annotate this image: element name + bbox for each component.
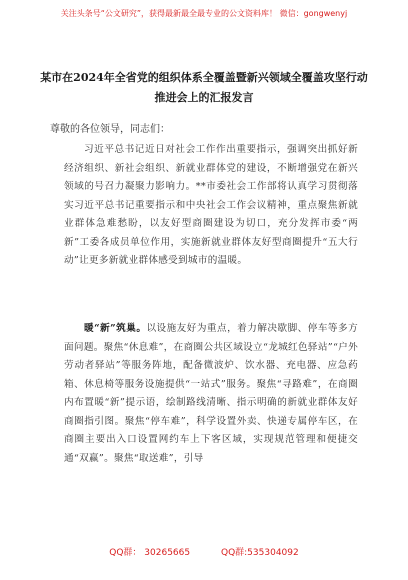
document-title: 某市在2024年全省党的组织体系全覆盖暨新兴领域全覆盖攻坚行动推进会上的汇报发言 [40, 71, 368, 104]
greeting: 尊敬的各位领导，同志们： [50, 124, 170, 135]
paragraph-2-lead: 暖“新”筑巢。 [84, 323, 147, 334]
header-banner: 关注头条号“公文研究”，获得最新最全最专业的公文资料库！ 微信：gongwenyj [60, 9, 348, 18]
paragraph-1: 习近平总书记近日对社会工作作出重要指示，强调突出抓好新经济组织、新社会组织、新就业群体党的建设，不断增强党在新兴领域的号召力凝聚力影响力。**市委社会工作部将认真学习贯彻落实习近平总书记重要指示和中央社会工作会议精神，重点聚焦新就业群体急难愁盼，以友好型商圈建设为切口，充分发挥市委“两新”工委各成员单位作用，实施新就业群体友好型商圈提升“五大行动”让更多新就业群体感受到城市的温暖。 [64, 144, 358, 266]
footer-qq-2: QQ群:535304092 [220, 548, 299, 558]
footer [0, 545, 408, 558]
paragraph-2 [64, 320, 358, 468]
footer-qq-1: QQ群： 30265665 [109, 548, 191, 558]
paragraph-2-body: 以设施友好为重点，着力解决歇脚、停车等多方面问题。聚焦“休息难”，在商圈公共区域设立“龙城红色驿站”“户外劳动者驿站”等服务阵地，配备微波炉、饮水器、充电器、应急药箱、休息椅等服务设施提供“一站式”服务。聚焦“寻路难”，在商圈内布置暖“新”提示语，绘制路线清晰、指示明确的新就业群体友好商圈指引图。聚焦“停车难”，科学设置外卖、快递专属停车区，在商圈主要出入口设置网约车上下客区域，实现规范管理和便捷交通“双赢”。聚焦“取送难”，引导 [64, 323, 358, 464]
